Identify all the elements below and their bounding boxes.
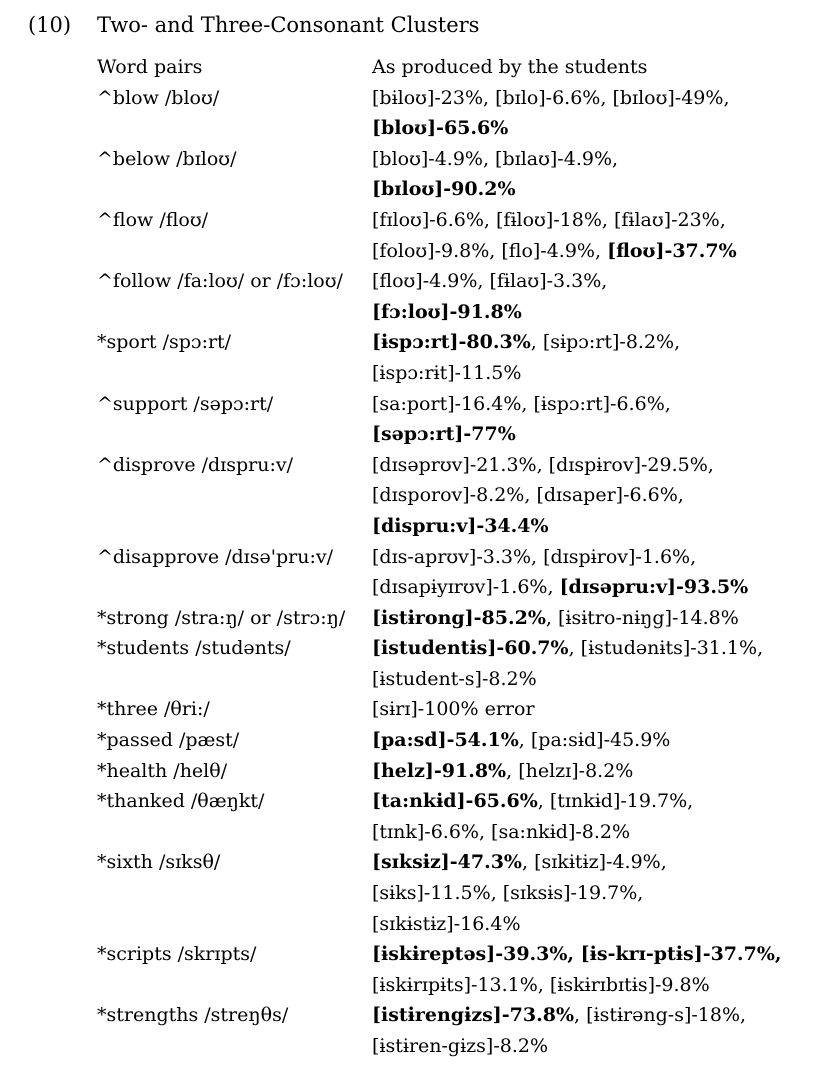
table-row xyxy=(97,389,827,450)
produced-line xyxy=(372,511,827,542)
produced-line xyxy=(372,756,827,787)
produced-form: , [ɨsɨtro-nɨŋg]-14.8% xyxy=(545,606,739,629)
table-row xyxy=(97,786,827,847)
produced-form: [dɪsporov]-8.2%, [dɪsaper]-6.6%, xyxy=(372,484,684,507)
section-heading xyxy=(0,12,827,38)
produced-line xyxy=(372,817,827,848)
produced-form-bold: [ta:nkɨd]-65.6% xyxy=(372,790,538,813)
produced-form-bold: [istɨrong]-85.2% xyxy=(372,606,546,629)
produced-form-bold: [pa:sd]-54.1% xyxy=(372,729,519,752)
produced-forms xyxy=(372,144,827,205)
produced-form: [ɨskɨrɪpɨts]-13.1%, [ɨskɨrɪbɪtɨs]-9.8% xyxy=(372,973,710,996)
produced-form: [bloʊ]-4.9%, [bɪlaʊ]-4.9%, xyxy=(372,147,619,170)
word-pair: *health /helθ/ xyxy=(97,759,228,782)
produced-form-bold: [floʊ]-37.7% xyxy=(607,239,737,262)
produced-line xyxy=(372,909,827,940)
table-row xyxy=(97,633,827,694)
produced-form-bold: [bɪloʊ]-90.2% xyxy=(372,178,516,201)
produced-forms xyxy=(372,266,827,327)
produced-forms xyxy=(372,786,827,847)
produced-line xyxy=(372,847,827,878)
produced-line xyxy=(372,83,827,114)
table-row xyxy=(97,756,827,787)
produced-forms xyxy=(372,756,827,787)
produced-form: [sɨrɪ]-100% error xyxy=(372,698,535,721)
produced-form: , [ɨstudənɨts]-31.1%, xyxy=(568,637,764,660)
produced-form: [ɨstudent-s]-8.2% xyxy=(372,667,537,690)
produced-form: [dɪs-aprʊv]-3.3%, [dɪspɨrov]-1.6%, xyxy=(372,545,697,568)
produced-form-bold: [ɨskɨreptəs]-39.3%, [ɨs-krɪ-ptɨs]-37.7%, xyxy=(372,943,782,966)
produced-forms xyxy=(372,205,827,266)
table-row xyxy=(97,450,827,542)
produced-form-bold: [istɨrengɨzs]-73.8% xyxy=(372,1004,575,1027)
produced-form: [tɪnk]-6.6%, [sa:nkɨd]-8.2% xyxy=(372,820,631,843)
word-pair: *sport /spɔ:rt/ xyxy=(97,331,232,354)
produced-form-bold: [fɔ:loʊ]-91.8% xyxy=(372,300,522,323)
produced-form-bold: [helz]-91.8% xyxy=(372,759,507,782)
table-row xyxy=(97,725,827,756)
produced-line xyxy=(372,1000,827,1031)
produced-form-bold: [dispru:v]-34.4% xyxy=(372,514,549,537)
word-pair: ^blow /bloʊ/ xyxy=(97,86,220,109)
word-pair: *students /studənts/ xyxy=(97,637,291,660)
produced-form-bold: [istudentɨs]-60.7% xyxy=(372,637,569,660)
column-header-word-pairs: Word pairs xyxy=(97,56,203,78)
produced-line xyxy=(372,419,827,450)
produced-forms xyxy=(372,603,827,634)
produced-line xyxy=(372,113,827,144)
produced-form: , [ɨstɨrəng-s]-18%, xyxy=(574,1004,747,1027)
produced-line xyxy=(372,970,827,1001)
produced-forms xyxy=(372,450,827,542)
produced-form: [ɨspɔ:rɨt]-11.5% xyxy=(372,361,522,384)
produced-line xyxy=(372,878,827,909)
produced-form: , [pa:sɨd]-45.9% xyxy=(518,729,671,752)
produced-line xyxy=(372,358,827,389)
produced-form-bold: [ɨspɔ:rt]-80.3% xyxy=(372,331,531,354)
table-row xyxy=(97,542,827,603)
produced-form: , [tɪnkɨd]-19.7%, xyxy=(537,790,694,813)
produced-forms xyxy=(372,1000,827,1061)
produced-form: , [sɨpɔ:rt]-8.2%, xyxy=(530,331,681,354)
table-header-row xyxy=(97,52,827,83)
table-row xyxy=(97,266,827,327)
word-pair: *strong /stra:ŋ/ or /strɔ:ŋ/ xyxy=(97,606,346,629)
example-number: (10) xyxy=(28,13,72,37)
produced-form: [bɨloʊ]-23%, [bɪlo]-6.6%, [bɪloʊ]-49%, xyxy=(372,86,730,109)
produced-line xyxy=(372,603,827,634)
produced-form: [sɪkɨstɨz]-16.4% xyxy=(372,912,521,935)
produced-line xyxy=(372,572,827,603)
word-pair: *sixth /sɪksθ/ xyxy=(97,851,221,874)
word-pair: *passed /pæst/ xyxy=(97,729,240,752)
produced-line xyxy=(372,450,827,481)
produced-forms xyxy=(372,389,827,450)
produced-form: [dɪsəprʊv]-21.3%, [dɪspɨrov]-29.5%, xyxy=(372,453,714,476)
produced-form: [sɨks]-11.5%, [sɪksɨs]-19.7%, xyxy=(372,882,644,905)
produced-line xyxy=(372,389,827,420)
produced-line xyxy=(372,266,827,297)
produced-line xyxy=(372,327,827,358)
produced-form-bold: [səpɔ:rt]-77% xyxy=(372,423,516,446)
produced-form: [fɪloʊ]-6.6%, [fɨloʊ]-18%, [fɨlaʊ]-23%, xyxy=(372,208,726,231)
produced-form-bold: [dɪsəpru:v]-93.5% xyxy=(559,576,749,599)
produced-line xyxy=(372,144,827,175)
produced-form: [floʊ]-4.9%, [fɨlaʊ]-3.3%, xyxy=(372,270,608,293)
produced-forms xyxy=(372,847,827,939)
table-row xyxy=(97,327,827,388)
produced-form: , [sɪkɨtɨz]-4.9%, xyxy=(521,851,667,874)
table-row xyxy=(97,1000,827,1061)
table-row xyxy=(97,603,827,634)
produced-form: [foloʊ]-9.8%, [flo]-4.9%, xyxy=(372,239,608,262)
word-pair: ^disapprove /dɪsə'pru:v/ xyxy=(97,545,333,568)
produced-forms xyxy=(372,694,827,725)
word-pair: ^below /bɪloʊ/ xyxy=(97,147,237,170)
produced-forms xyxy=(372,939,827,1000)
produced-forms xyxy=(372,542,827,603)
produced-forms xyxy=(372,83,827,144)
produced-forms xyxy=(372,327,827,388)
produced-form: [dɪsapɨyɪrʊv]-1.6%, xyxy=(372,576,560,599)
produced-line xyxy=(372,725,827,756)
table-row xyxy=(97,694,827,725)
produced-line xyxy=(372,786,827,817)
produced-line xyxy=(372,174,827,205)
produced-line xyxy=(372,205,827,236)
produced-form: , [helzɪ]-8.2% xyxy=(506,759,634,782)
produced-line xyxy=(372,236,827,267)
section-title: Two- and Three-Consonant Clusters xyxy=(97,13,480,37)
word-pair: ^disprove /dɪspru:v/ xyxy=(97,453,294,476)
word-pair: *scripts /skrɪpts/ xyxy=(97,943,257,966)
produced-line xyxy=(372,297,827,328)
word-pair: *strengths /streŋθs/ xyxy=(97,1004,289,1027)
word-pairs-table xyxy=(97,52,827,1062)
produced-line xyxy=(372,480,827,511)
produced-line xyxy=(372,694,827,725)
word-pair: ^flow /floʊ/ xyxy=(97,208,209,231)
word-pair: ^support /səpɔ:rt/ xyxy=(97,392,274,415)
produced-line xyxy=(372,633,827,664)
table-row xyxy=(97,939,827,1000)
word-pair: ^follow /fa:loʊ/ or /fɔ:loʊ/ xyxy=(97,270,343,293)
column-header-produced: As produced by the students xyxy=(372,56,648,78)
produced-form: [ɨstɨren-gɨzs]-8.2% xyxy=(372,1035,549,1057)
produced-line xyxy=(372,939,827,970)
produced-form-bold: [sɪksɨz]-47.3% xyxy=(372,851,522,874)
word-pair: *three /θri:/ xyxy=(97,698,210,721)
produced-form-bold: [bloʊ]-65.6% xyxy=(372,117,509,140)
table-row xyxy=(97,83,827,144)
table-row xyxy=(97,144,827,205)
produced-forms xyxy=(372,725,827,756)
produced-line xyxy=(372,542,827,573)
word-pair: *thanked /θæŋkt/ xyxy=(97,790,265,813)
produced-forms xyxy=(372,633,827,694)
produced-line xyxy=(372,664,827,695)
table-row xyxy=(97,205,827,266)
produced-line xyxy=(372,1031,827,1062)
table-row xyxy=(97,847,827,939)
produced-form: [sa:port]-16.4%, [ɨspɔ:rt]-6.6%, xyxy=(372,392,671,415)
